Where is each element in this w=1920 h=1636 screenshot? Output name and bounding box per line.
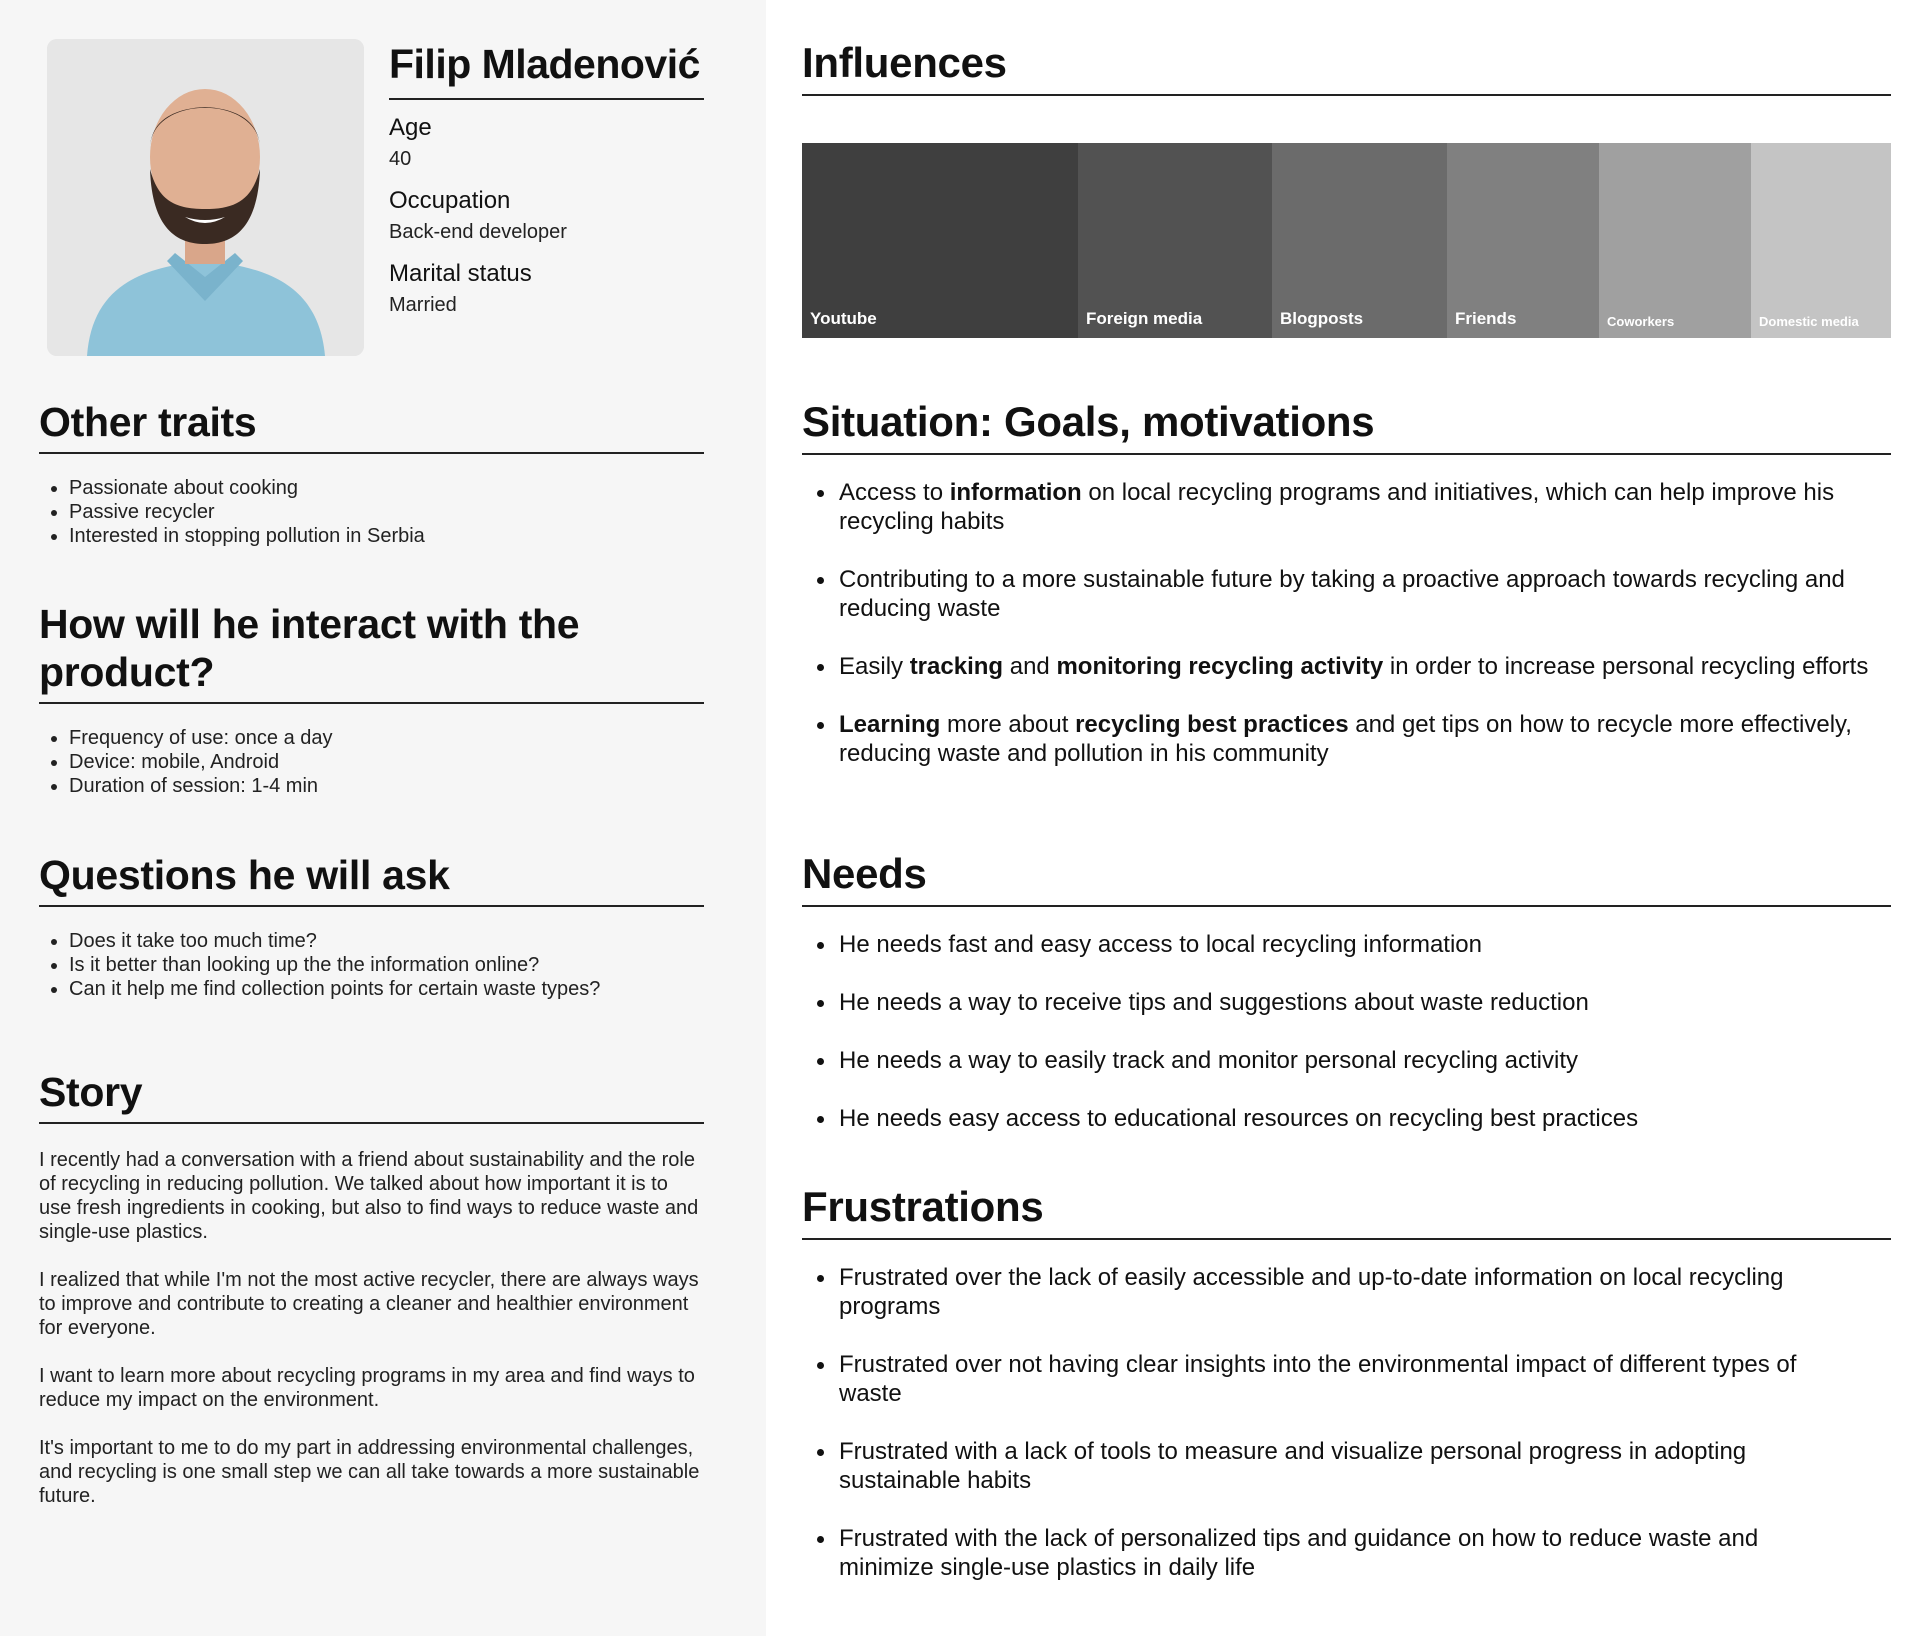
list-item: Frustrated with the lack of personalized tips and guidance on how to reduce waste and minimize single-use plastics in daily life: [802, 1524, 1831, 1582]
marital-field: [389, 259, 704, 319]
list-item: Contributing to a more sustainable future by taking a proactive approach towards recycling and reducing waste: [802, 565, 1891, 623]
list-item: He needs a way to easily track and monitor personal recycling activity: [802, 1046, 1891, 1075]
list-item: Frequency of use: once a day: [39, 726, 704, 750]
frustrations-title: Frustrations: [802, 1182, 1891, 1240]
marital-value: Married: [389, 294, 457, 316]
story-paragraph: It's important to me to do my part in addressing environmental challenges, and recycling is one small step we can all take towards a more sustainable future.: [39, 1437, 700, 1507]
list-item: Access to information on local recycling programs and initiatives, which can help improve his recycling habits: [802, 478, 1891, 536]
questions-section: [39, 851, 704, 1001]
influence-label: Coworkers: [1607, 314, 1675, 329]
age-value: 40: [389, 148, 412, 170]
list-item: Passive recycler: [39, 500, 704, 524]
list-item: Device: mobile, Android: [39, 750, 704, 774]
goals-list: [802, 478, 1891, 768]
influence-segment: [802, 143, 1078, 338]
needs-list: [802, 930, 1891, 1133]
age-label: Age: [389, 114, 432, 141]
goals-section: [802, 397, 1891, 797]
interaction-title: How will he interact with the product?: [39, 600, 704, 704]
other-traits-list: [39, 476, 704, 548]
list-item: Passionate about cooking: [39, 476, 704, 500]
story-paragraph: I recently had a conversation with a friend about sustainability and the role of recycling in reducing pollution. We talked about how important it is to use fresh ingredients in cooking, but also to find ways to reduce waste and single-use plastics.: [39, 1149, 699, 1243]
profile-photo: [47, 39, 364, 356]
influence-label: Foreign media: [1086, 309, 1203, 328]
list-item: Does it take too much time?: [39, 929, 704, 953]
occupation-field: [389, 186, 704, 246]
list-item: Is it better than looking up the the information online?: [39, 953, 704, 977]
list-item: Frustrated over not having clear insights into the environmental impact of different types of waste: [802, 1350, 1831, 1408]
influence-segment: [1447, 143, 1599, 338]
occupation-label: Occupation: [389, 187, 511, 214]
list-item: Frustrated with a lack of tools to measure and visualize personal progress in adopting sustainable habits: [802, 1437, 1831, 1495]
list-item: He needs easy access to educational resources on recycling best practices: [802, 1104, 1891, 1133]
list-item: Learning more about recycling best practices and get tips on how to recycle more effectively, reducing waste and pollution in his community: [802, 710, 1891, 768]
interaction-section: [39, 600, 704, 798]
questions-list: [39, 929, 704, 1001]
persona-name: Filip Mladenović: [389, 38, 704, 100]
influence-segment: [1272, 143, 1447, 338]
story-paragraph: I realized that while I'm not the most active recycler, there are always ways to improve and contribute to creating a cleaner and healthier environment for everyone.: [39, 1269, 699, 1339]
list-item: Interested in stopping pollution in Serbia: [39, 524, 704, 548]
influence-segment: [1599, 143, 1751, 338]
story-paragraph: I want to learn more about recycling programs in my area and find ways to reduce my impact on the environment.: [39, 1365, 695, 1411]
profile-info: [389, 38, 704, 319]
list-item: Frustrated over the lack of easily accessible and up-to-date information on local recycling programs: [802, 1263, 1831, 1321]
influences-title: Influences: [802, 38, 1891, 96]
needs-section: [802, 849, 1891, 1162]
questions-title: Questions he will ask: [39, 851, 704, 907]
goals-title: Situation: Goals, motivations: [802, 397, 1891, 455]
occupation-value: Back-end developer: [389, 221, 567, 243]
list-item: He needs a way to receive tips and suggestions about waste reduction: [802, 988, 1891, 1017]
list-item: Can it help me find collection points for certain waste types?: [39, 977, 704, 1001]
influence-label: Friends: [1455, 309, 1517, 328]
influence-segment: [1751, 143, 1891, 338]
influence-label: Blogposts: [1280, 309, 1364, 328]
influences-bar: [802, 143, 1891, 338]
portrait-illustration: [47, 39, 364, 356]
other-traits-section: [39, 398, 704, 548]
influence-label: Youtube: [810, 309, 877, 328]
needs-title: Needs: [802, 849, 1891, 907]
list-item: Easily tracking and monitoring recycling activity in order to increase personal recycling efforts: [802, 652, 1891, 681]
age-field: [389, 113, 704, 173]
influences-section: [802, 38, 1891, 96]
interaction-list: [39, 726, 704, 798]
list-item: Duration of session: 1-4 min: [39, 774, 704, 798]
frustrations-section: [802, 1182, 1891, 1611]
influence-segment: [1078, 143, 1272, 338]
story-section: [39, 1068, 704, 1508]
marital-label: Marital status: [389, 260, 532, 287]
story-title: Story: [39, 1068, 704, 1124]
story-body: [39, 1148, 704, 1508]
frustrations-list: [802, 1263, 1891, 1582]
influence-label: Domestic media: [1759, 314, 1859, 329]
list-item: He needs fast and easy access to local recycling information: [802, 930, 1891, 959]
other-traits-title: Other traits: [39, 398, 704, 454]
